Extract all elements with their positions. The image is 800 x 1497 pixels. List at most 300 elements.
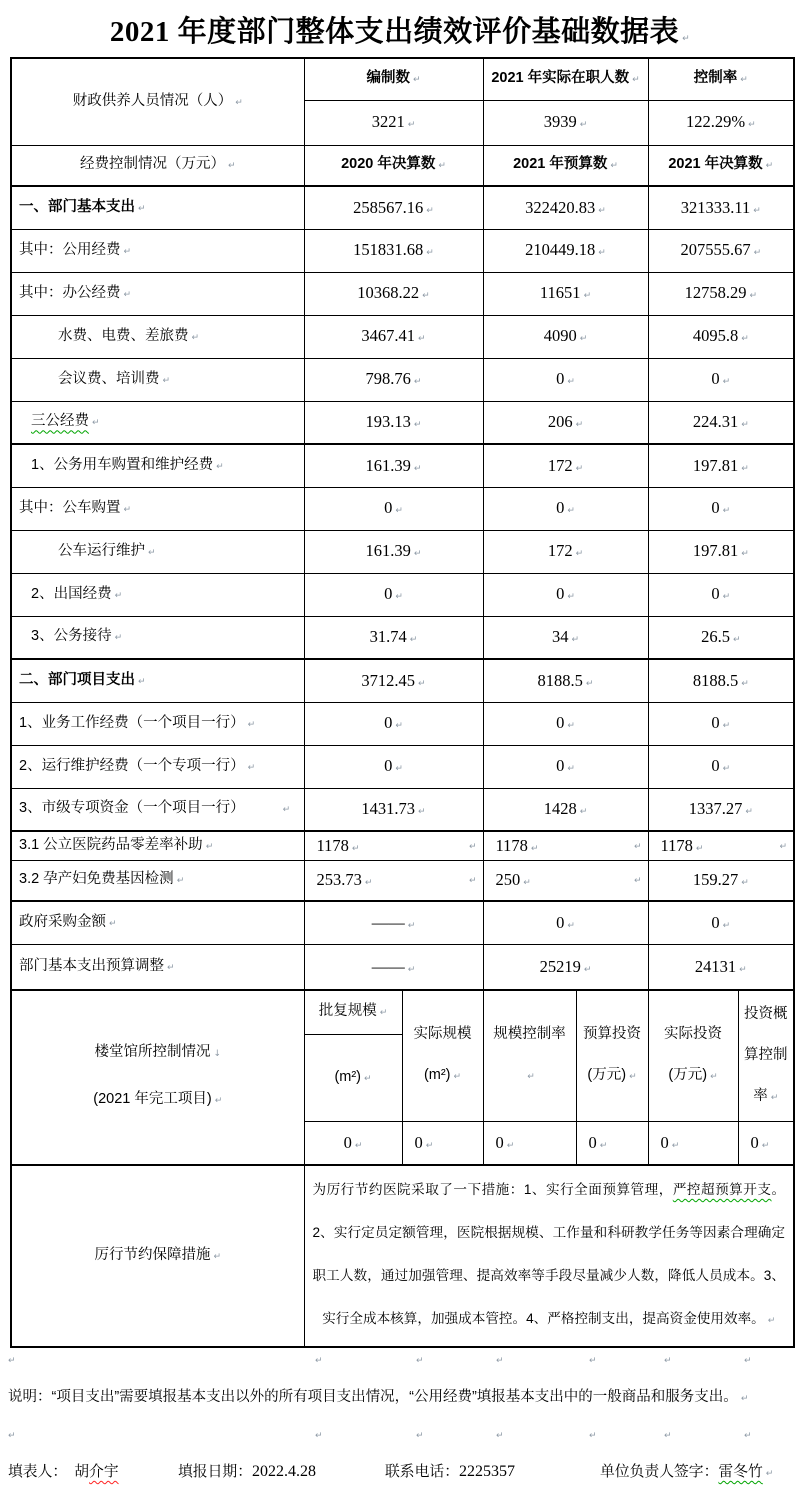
pilcrow-mark: ↵ <box>162 375 171 386</box>
pilcrow-mark: ↵ <box>722 764 731 775</box>
value-text: 122.29% <box>685 112 746 132</box>
pilcrow-mark: ↵ <box>732 635 741 646</box>
table-row <box>11 702 794 745</box>
value-cell <box>304 186 483 229</box>
value-text: 0 <box>556 912 565 932</box>
report-date-field <box>178 1460 316 1481</box>
personnel-label-cell <box>11 58 304 145</box>
value-cell <box>483 702 648 745</box>
preparer-label: 填表人： <box>8 1464 68 1480</box>
pilcrow-mark: ↵ <box>8 1431 16 1441</box>
row-label-cell <box>11 788 304 831</box>
value-text: 12758.29 <box>684 283 747 303</box>
pilcrow-mark: ↵ <box>567 506 575 517</box>
pilcrow-mark: ↵ <box>496 1356 504 1366</box>
funds-label-cell <box>11 145 304 186</box>
value-text: 1337.27 <box>688 799 743 819</box>
document-title-text: 2021 年度部门整体支出绩效评价基础数据表 <box>109 16 680 48</box>
value-cell <box>483 487 648 530</box>
pilcrow-mark: ↵ <box>741 549 749 560</box>
value-text: 0 <box>556 756 565 776</box>
pilcrow-mark: ↵ <box>744 1431 752 1441</box>
value-cell <box>304 831 483 860</box>
pilcrow-mark: ↵ <box>664 1356 672 1366</box>
value-text: 0 <box>711 498 720 518</box>
value-text: 0 <box>711 756 720 776</box>
building-subheader-cell <box>304 1035 402 1122</box>
pilcrow-mark: ↵ <box>598 205 606 216</box>
pilcrow-mark: ↵ <box>745 807 753 818</box>
table-row <box>11 1165 794 1347</box>
row-label-cell <box>11 901 304 944</box>
value-cell <box>648 229 794 272</box>
value-text: —— <box>371 956 405 976</box>
column-header-cell <box>648 58 794 100</box>
table-row <box>11 573 794 616</box>
pilcrow-mark: ↵ <box>364 878 373 889</box>
value-cell <box>483 186 648 229</box>
row-label-cell <box>11 573 304 616</box>
column-header: 2021 年实际在职人数 <box>491 70 630 87</box>
pilcrow-mark: ↵ <box>598 248 606 259</box>
pilcrow-mark: ↵ <box>438 161 446 172</box>
personnel-label: 财政供养人员情况（人） <box>72 92 233 109</box>
value-cell <box>483 831 648 860</box>
value-cell <box>648 944 794 990</box>
building-subheader: 投资概算控制率 <box>744 1005 788 1104</box>
pilcrow-mark: ↵ <box>589 1431 597 1441</box>
pilcrow-mark: ↵ <box>426 248 434 259</box>
value-cell <box>483 530 648 573</box>
value-text: 24131 <box>694 956 737 976</box>
value-cell <box>648 745 794 788</box>
value-cell <box>483 788 648 831</box>
value-text: 4095.8 <box>692 326 739 346</box>
value-cell <box>648 272 794 315</box>
pilcrow-mark: ↵ <box>379 1008 388 1018</box>
building-subheader: 实际规模 <box>413 1026 472 1042</box>
table-row <box>11 315 794 358</box>
pilcrow-mark: ↵ <box>567 764 575 775</box>
table-row <box>11 444 794 487</box>
value-text: 31.74 <box>369 627 407 647</box>
row-label: 1、公务用车购置和维护经费 <box>31 456 214 473</box>
table-row <box>11 990 794 1035</box>
pilcrow-mark: ↵ <box>354 1140 363 1151</box>
pilcrow-mark: ↵ <box>523 878 531 889</box>
value-cell <box>304 229 483 272</box>
building-subheader-unit: (m²) <box>423 1067 451 1083</box>
value-text: 159.27 <box>692 870 739 890</box>
value-text: 172 <box>547 541 573 561</box>
pilcrow-mark: ↵ <box>575 420 584 431</box>
table-row <box>11 358 794 401</box>
building-subheader-cell <box>576 990 648 1122</box>
value-text: 25219 <box>539 956 581 976</box>
signature-name: 雷冬竹 <box>718 1464 763 1480</box>
value-text: 0 <box>711 713 720 733</box>
pilcrow-mark: ↵ <box>671 1140 680 1151</box>
row-label-cell <box>11 745 304 788</box>
pilcrow-mark: ↵ <box>114 633 123 644</box>
building-subheader-cell <box>402 990 483 1122</box>
pilcrow-mark: ↵ <box>395 506 403 517</box>
value-cell <box>648 573 794 616</box>
building-value-cell <box>402 1122 483 1165</box>
pilcrow-mark: ↵ <box>567 592 575 603</box>
pilcrow-mark: ↵ <box>579 120 588 131</box>
value-cell <box>648 401 794 444</box>
pilcrow-mark: ↵ <box>138 676 146 687</box>
value-cell <box>304 944 483 990</box>
row-label-cell <box>11 487 304 530</box>
value-cell <box>304 272 483 315</box>
value-cell <box>304 100 483 145</box>
building-value-cell <box>738 1122 794 1165</box>
value-text: 1178 <box>660 835 693 855</box>
table-row <box>11 659 794 702</box>
building-label-line2: (2021 年完工项目) <box>93 1091 212 1108</box>
measures-text-wavy: 严控超预算开支 <box>672 1182 772 1197</box>
pilcrow-mark: ↵ <box>148 547 156 558</box>
measures-text-cell <box>304 1165 794 1347</box>
pilcrow-mark: ↵ <box>530 843 539 854</box>
value-text: 253.73 <box>316 870 362 890</box>
value-text: 0 <box>384 498 393 518</box>
pilcrow-mark: ↵ <box>695 843 704 854</box>
column-header: 2021 年决算数 <box>668 156 763 173</box>
pilcrow-mark: ↵ <box>407 964 416 975</box>
pilcrow-mark: ↵ <box>770 1092 779 1103</box>
table-row <box>11 831 794 860</box>
row-label: 2、出国经费 <box>31 585 112 602</box>
building-value-cell <box>483 1122 576 1165</box>
pilcrow-mark: ↵ <box>722 920 731 931</box>
pilcrow-mark: ↵ <box>741 678 749 689</box>
pilcrow-mark: ↵ <box>741 463 749 474</box>
pilcrow-mark: ↵ <box>632 75 640 86</box>
column-header: 控制率 <box>693 70 738 87</box>
pilcrow-mark: ↵ <box>407 120 416 131</box>
pilcrow-mark: ↵ <box>740 1394 749 1404</box>
value-cell <box>304 745 483 788</box>
value-cell <box>304 616 483 659</box>
value-text: 0 <box>556 713 565 733</box>
row-label-cell <box>11 702 304 745</box>
value-text: 3467.41 <box>361 326 416 346</box>
value-text: 250 <box>495 870 521 890</box>
pilcrow-mark: ↵ <box>395 592 403 603</box>
measures-label: 厉行节约保障措施 <box>94 1246 211 1263</box>
value-cell <box>483 100 648 145</box>
value-cell <box>648 860 794 901</box>
table-row <box>11 944 794 990</box>
value-cell <box>304 659 483 702</box>
pilcrow-mark: ↵ <box>395 764 403 775</box>
pilcrow-mark: ↵ <box>235 97 243 108</box>
pilcrow-mark: ↵ <box>599 1140 608 1151</box>
footer <box>0 1460 800 1486</box>
main-table <box>10 57 795 1348</box>
value-cell <box>648 358 794 401</box>
pilcrow-mark: ↵ <box>749 291 757 302</box>
pilcrow-mark: ↵ <box>722 506 731 517</box>
value-text: 0 <box>384 584 393 604</box>
pilcrow-mark: ↵ <box>753 248 762 259</box>
funds-label: 经费控制情况（万元） <box>79 156 225 173</box>
pilcrow-mark: ↵ <box>567 721 575 732</box>
value-cell <box>648 444 794 487</box>
value-cell <box>483 272 648 315</box>
table-row <box>11 186 794 229</box>
row-label: 公车运行维护 <box>58 542 145 559</box>
row-label-cell <box>11 229 304 272</box>
value-cell <box>304 358 483 401</box>
pilcrow-mark: ↵ <box>571 635 580 646</box>
pilcrow-mark: ↵ <box>741 420 749 431</box>
value-cell <box>483 659 648 702</box>
linebreak-mark: ↓ <box>213 1049 222 1060</box>
value-cell <box>483 315 648 358</box>
document-title <box>0 0 800 57</box>
value-text: 0 <box>495 1132 504 1152</box>
row-label: 其中：办公经费 <box>19 284 121 301</box>
pilcrow-mark: ↵ <box>216 461 224 472</box>
column-header-cell <box>648 145 794 186</box>
value-cell <box>304 487 483 530</box>
pilcrow-mark: ↵ <box>426 205 434 216</box>
pilcrow-mark: ↵ <box>282 805 291 816</box>
pilcrow-mark: ↵ <box>191 332 200 343</box>
measures-text-part: 。2、实行定员定额管理，医院根据规模、工作量和科研教学任务等因素合理确定职工人数，通过加强管理、提高效率等手段尽量减少人数，降低人员成本。3、实行全成本核算，加强成本管控。4、严格控制支出，提高资金使用效率。 <box>312 1182 786 1326</box>
value-text: 0 <box>588 1132 597 1152</box>
pilcrow-mark: ↵ <box>722 721 731 732</box>
value-text: 0 <box>556 498 565 518</box>
value-text: 8188.5 <box>537 670 583 690</box>
pilcrow-mark: ↵ <box>610 161 618 172</box>
building-value-cell <box>648 1122 738 1165</box>
value-text: 1178 <box>495 835 528 855</box>
date-value: 2022.4.28 <box>252 1463 316 1480</box>
measures-text-part: 为厉行节约医院采取了一下措施：1、实行全面预算管理， <box>312 1182 673 1197</box>
building-subheader-cell <box>648 990 738 1122</box>
pilcrow-mark: ↵ <box>247 719 256 730</box>
pilcrow-mark: ↵ <box>413 420 422 431</box>
value-text: 0 <box>414 1132 423 1152</box>
row-label: 3、市级专项资金（一个项目一行） <box>19 800 245 817</box>
building-subheader-cell <box>738 990 794 1122</box>
value-text: 210449.18 <box>525 240 596 260</box>
pilcrow-mark: ↵ <box>633 876 642 887</box>
row-label-cell <box>11 530 304 573</box>
row-label: 1、业务工作经费（一个项目一行） <box>19 714 245 731</box>
pilcrow-mark: ↵ <box>213 1251 222 1262</box>
value-cell <box>648 702 794 745</box>
pilcrow-mark: ↵ <box>205 841 214 852</box>
value-text: 0 <box>750 1132 759 1152</box>
pilcrow-mark: ↵ <box>761 1140 770 1151</box>
value-text: 3712.45 <box>361 670 416 690</box>
row-label: 水费、电费、差旅费 <box>58 327 189 344</box>
value-text: 3221 <box>371 112 405 132</box>
value-text: —— <box>371 912 405 932</box>
building-value-cell <box>304 1122 402 1165</box>
pilcrow-mark: ↵ <box>351 843 360 854</box>
building-subheader-unit: (万元) <box>668 1067 708 1083</box>
signature-label: 单位负责人签字： <box>600 1464 719 1480</box>
pilcrow-mark: ↵ <box>138 203 146 214</box>
pilcrow-mark: ↵ <box>315 1431 323 1441</box>
building-subheader-cell <box>304 990 402 1035</box>
value-cell <box>483 860 648 901</box>
value-text: 10368.22 <box>357 283 420 303</box>
paragraph-marks-row <box>0 1431 800 1445</box>
pilcrow-mark: ↵ <box>748 120 756 131</box>
value-text: 197.81 <box>692 541 739 561</box>
value-cell <box>648 659 794 702</box>
pilcrow-mark: ↵ <box>413 377 422 388</box>
table-row <box>11 229 794 272</box>
table-row <box>11 401 794 444</box>
column-header-cell <box>304 58 483 100</box>
pilcrow-mark: ↵ <box>8 1356 16 1366</box>
building-subheader-unit: (万元) <box>587 1067 627 1083</box>
row-label-cell <box>11 358 304 401</box>
value-cell <box>304 315 483 358</box>
row-label: 一、部门基本支出 <box>19 198 135 215</box>
column-header-cell <box>304 145 483 186</box>
row-label: 3.1 公立医院药品零差率补助 <box>19 836 203 853</box>
row-label-cell <box>11 944 304 990</box>
pilcrow-mark: ↵ <box>425 1140 434 1151</box>
value-text: 26.5 <box>701 627 730 647</box>
pilcrow-mark: ↵ <box>739 964 747 975</box>
row-label-cell <box>11 272 304 315</box>
row-label-cell <box>11 659 304 702</box>
row-label-cell <box>11 860 304 901</box>
value-text: 172 <box>547 455 573 475</box>
value-text: 0 <box>711 369 720 389</box>
pilcrow-mark: ↵ <box>418 807 426 818</box>
row-label-cell <box>11 444 304 487</box>
pilcrow-mark: ↵ <box>779 841 788 852</box>
value-cell <box>483 745 648 788</box>
pilcrow-mark: ↵ <box>741 878 749 889</box>
pilcrow-mark: ↵ <box>682 34 691 44</box>
table-row <box>11 745 794 788</box>
value-cell <box>304 573 483 616</box>
pilcrow-mark: ↵ <box>753 205 761 216</box>
pilcrow-mark: ↵ <box>395 721 403 732</box>
pilcrow-mark: ↵ <box>767 1316 776 1326</box>
value-text: 0 <box>556 584 565 604</box>
preparer-field <box>8 1460 119 1481</box>
value-cell <box>648 831 794 860</box>
value-text: 798.76 <box>365 369 411 389</box>
value-cell <box>304 788 483 831</box>
pilcrow-mark: ↵ <box>407 920 416 931</box>
row-label: 3.2 孕产妇免费基因检测 <box>19 871 174 888</box>
pilcrow-mark: ↵ <box>413 463 422 474</box>
phone-label: 联系电话： <box>385 1464 459 1480</box>
value-cell <box>648 530 794 573</box>
value-text: 34 <box>551 627 569 647</box>
pilcrow-mark: ↵ <box>765 161 774 172</box>
value-text: 0 <box>556 369 565 389</box>
column-header-cell <box>483 58 648 100</box>
value-text: 197.81 <box>692 455 739 475</box>
value-text: 11651 <box>539 283 581 303</box>
value-text: 322420.83 <box>525 197 596 217</box>
building-subheader-cell <box>483 990 576 1122</box>
pilcrow-mark: ↵ <box>579 334 588 345</box>
pilcrow-mark: ↵ <box>633 841 642 852</box>
pilcrow-mark: ↵ <box>214 1096 223 1107</box>
pilcrow-mark: ↵ <box>722 592 731 603</box>
value-text: 1428 <box>543 799 577 819</box>
pilcrow-mark: ↵ <box>567 920 575 931</box>
pilcrow-mark: ↵ <box>468 841 477 852</box>
value-cell <box>648 100 794 145</box>
pilcrow-mark: ↵ <box>496 1431 504 1441</box>
value-text: 0 <box>384 756 393 776</box>
pilcrow-mark: ↵ <box>422 291 430 302</box>
row-label-cell <box>11 401 304 444</box>
building-subheader: 预算投资 <box>583 1026 642 1042</box>
value-cell <box>483 358 648 401</box>
value-text: 1178 <box>316 835 349 855</box>
value-cell <box>304 401 483 444</box>
value-cell <box>304 702 483 745</box>
row-label: 其中：公用经费 <box>19 241 121 258</box>
preparer-name: 胡 <box>74 1464 90 1480</box>
row-label: 政府采购金额 <box>19 913 106 930</box>
value-text: 8188.5 <box>692 670 739 690</box>
building-label-line1: 楼堂馆所控制情况 <box>94 1044 211 1061</box>
pilcrow-mark: ↵ <box>364 1073 372 1084</box>
pilcrow-mark: ↵ <box>765 1469 774 1479</box>
pilcrow-mark: ↵ <box>416 1356 424 1366</box>
row-label-cell <box>11 831 304 860</box>
row-label: 部门基本支出预算调整 <box>19 957 164 974</box>
pilcrow-mark: ↵ <box>92 418 100 429</box>
pilcrow-mark: ↵ <box>575 463 584 474</box>
table-row <box>11 145 794 186</box>
row-label: 3、公务接待 <box>31 628 112 645</box>
pilcrow-mark: ↵ <box>722 377 731 388</box>
column-header-cell <box>483 145 648 186</box>
pilcrow-mark: ↵ <box>247 762 256 773</box>
table-row <box>11 616 794 659</box>
column-header: 编制数 <box>366 70 410 87</box>
value-text: 224.31 <box>692 412 739 432</box>
pilcrow-mark: ↵ <box>315 1356 323 1366</box>
pilcrow-mark: ↵ <box>176 876 185 887</box>
value-text: 0 <box>384 713 393 733</box>
value-text: 193.13 <box>365 412 411 432</box>
pilcrow-mark: ↵ <box>664 1431 672 1441</box>
date-label: 填报日期： <box>178 1464 252 1480</box>
note-text-content: 说明：“项目支出”需要填报基本支出以外的所有项目支出情况，“公用经费”填报基本支出中的一般商品和服务支出。 <box>8 1389 738 1405</box>
measures-text <box>311 1168 788 1343</box>
row-label-cell <box>11 315 304 358</box>
value-text: 0 <box>711 584 720 604</box>
value-cell <box>648 616 794 659</box>
note-text <box>8 1385 800 1406</box>
pilcrow-mark: ↵ <box>413 549 422 560</box>
value-cell <box>483 444 648 487</box>
pilcrow-mark: ↵ <box>418 678 426 689</box>
